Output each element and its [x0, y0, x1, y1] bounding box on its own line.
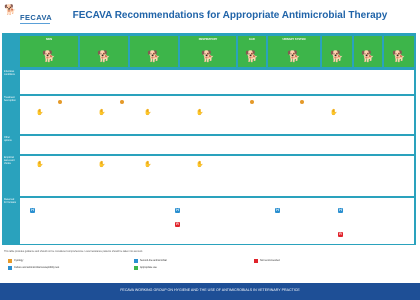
dog-icon: 🐕 [42, 51, 56, 63]
dog-icon: 🐕 [147, 51, 161, 63]
check-icon [134, 266, 138, 270]
r-badge-icon [254, 259, 258, 263]
footer-text: FECAVA WORKING GROUP ON HYGIENE AND THE USE OF ANTIMICROBIALS IN VETERINARY PRACTICE [120, 288, 300, 292]
warning-icon: ✋ [144, 162, 152, 168]
column-header [180, 36, 236, 67]
dog-icon: 🐕 [330, 51, 344, 63]
column-label: SKIN [45, 38, 53, 41]
dog-icon: 🐕 [245, 51, 259, 63]
row-label: Other options [4, 136, 16, 154]
dog-icon: 🐕 [97, 51, 111, 63]
pill-icon [250, 100, 254, 104]
logo-text: FECAVA [20, 13, 53, 22]
column-header [80, 36, 128, 67]
column-header [322, 36, 352, 67]
h-badge-icon: H [31, 208, 34, 212]
dog-icon: 🐕 [392, 51, 406, 63]
warning-icon: ✋ [36, 162, 44, 168]
h-badge-icon: H [176, 208, 179, 212]
warning-icon: ✋ [98, 110, 106, 116]
column-label: RESPIRATORY [198, 38, 218, 41]
page-title: FECAVA Recommendations for Appropriate Antimicrobial Therapy [72, 10, 388, 21]
warning-icon: ✋ [196, 162, 204, 168]
table-row [20, 70, 414, 94]
table-row [20, 96, 414, 134]
column-label: EAR [249, 38, 255, 41]
table-row [20, 156, 414, 196]
dog-icon: 🐕 [4, 5, 17, 16]
h-badge-icon [134, 259, 138, 263]
row-label: Reserved for humans [4, 198, 16, 244]
h-badge-icon: H [276, 208, 279, 212]
column-header [354, 36, 382, 67]
column-header [384, 36, 414, 67]
cytology-icon [8, 259, 12, 263]
column-label: URINARY SYSTEM [282, 38, 306, 41]
warning-icon: ✋ [36, 110, 44, 116]
row-label: Treatment best option [4, 96, 16, 134]
warning-icon: ✋ [330, 110, 338, 116]
legend-item: Appropriate use [140, 266, 157, 269]
row-label: Empirical last-resort choice [4, 156, 16, 196]
row-label: Infectious conditions [4, 70, 16, 94]
legend-item: Cytology [14, 259, 24, 262]
pill-icon [300, 100, 304, 104]
warning-icon: ✋ [196, 110, 204, 116]
legend-item: Culture and antimicrobial susceptibility test [14, 266, 60, 269]
legend-item: Second-line antimicrobial [140, 259, 167, 262]
r-badge-icon: R [339, 232, 342, 236]
column-header [268, 36, 320, 67]
table-row [20, 136, 414, 154]
r-badge-icon: R [176, 222, 179, 226]
pill-icon [58, 100, 62, 104]
legend [4, 250, 416, 274]
legend-item: Not recommended [260, 259, 280, 262]
pill-icon [120, 100, 124, 104]
dog-icon: 🐕 [287, 51, 301, 63]
h-badge-icon: H [339, 208, 342, 212]
warning-icon: ✋ [144, 110, 152, 116]
logo-underline [20, 23, 50, 24]
culture-icon [8, 266, 12, 270]
fecava-logo [4, 5, 53, 30]
warning-icon: ✋ [98, 162, 106, 168]
column-header [130, 36, 178, 67]
legend-note: This table provides guidance and should not be considered comprehensive. Local resistance patterns should be taken into account. [4, 250, 144, 253]
dog-icon: 🐕 [361, 51, 375, 63]
footer [0, 283, 420, 300]
column-header [238, 36, 266, 67]
column-header [20, 36, 78, 67]
table-row [20, 198, 414, 244]
dog-icon: 🐕 [201, 51, 215, 63]
